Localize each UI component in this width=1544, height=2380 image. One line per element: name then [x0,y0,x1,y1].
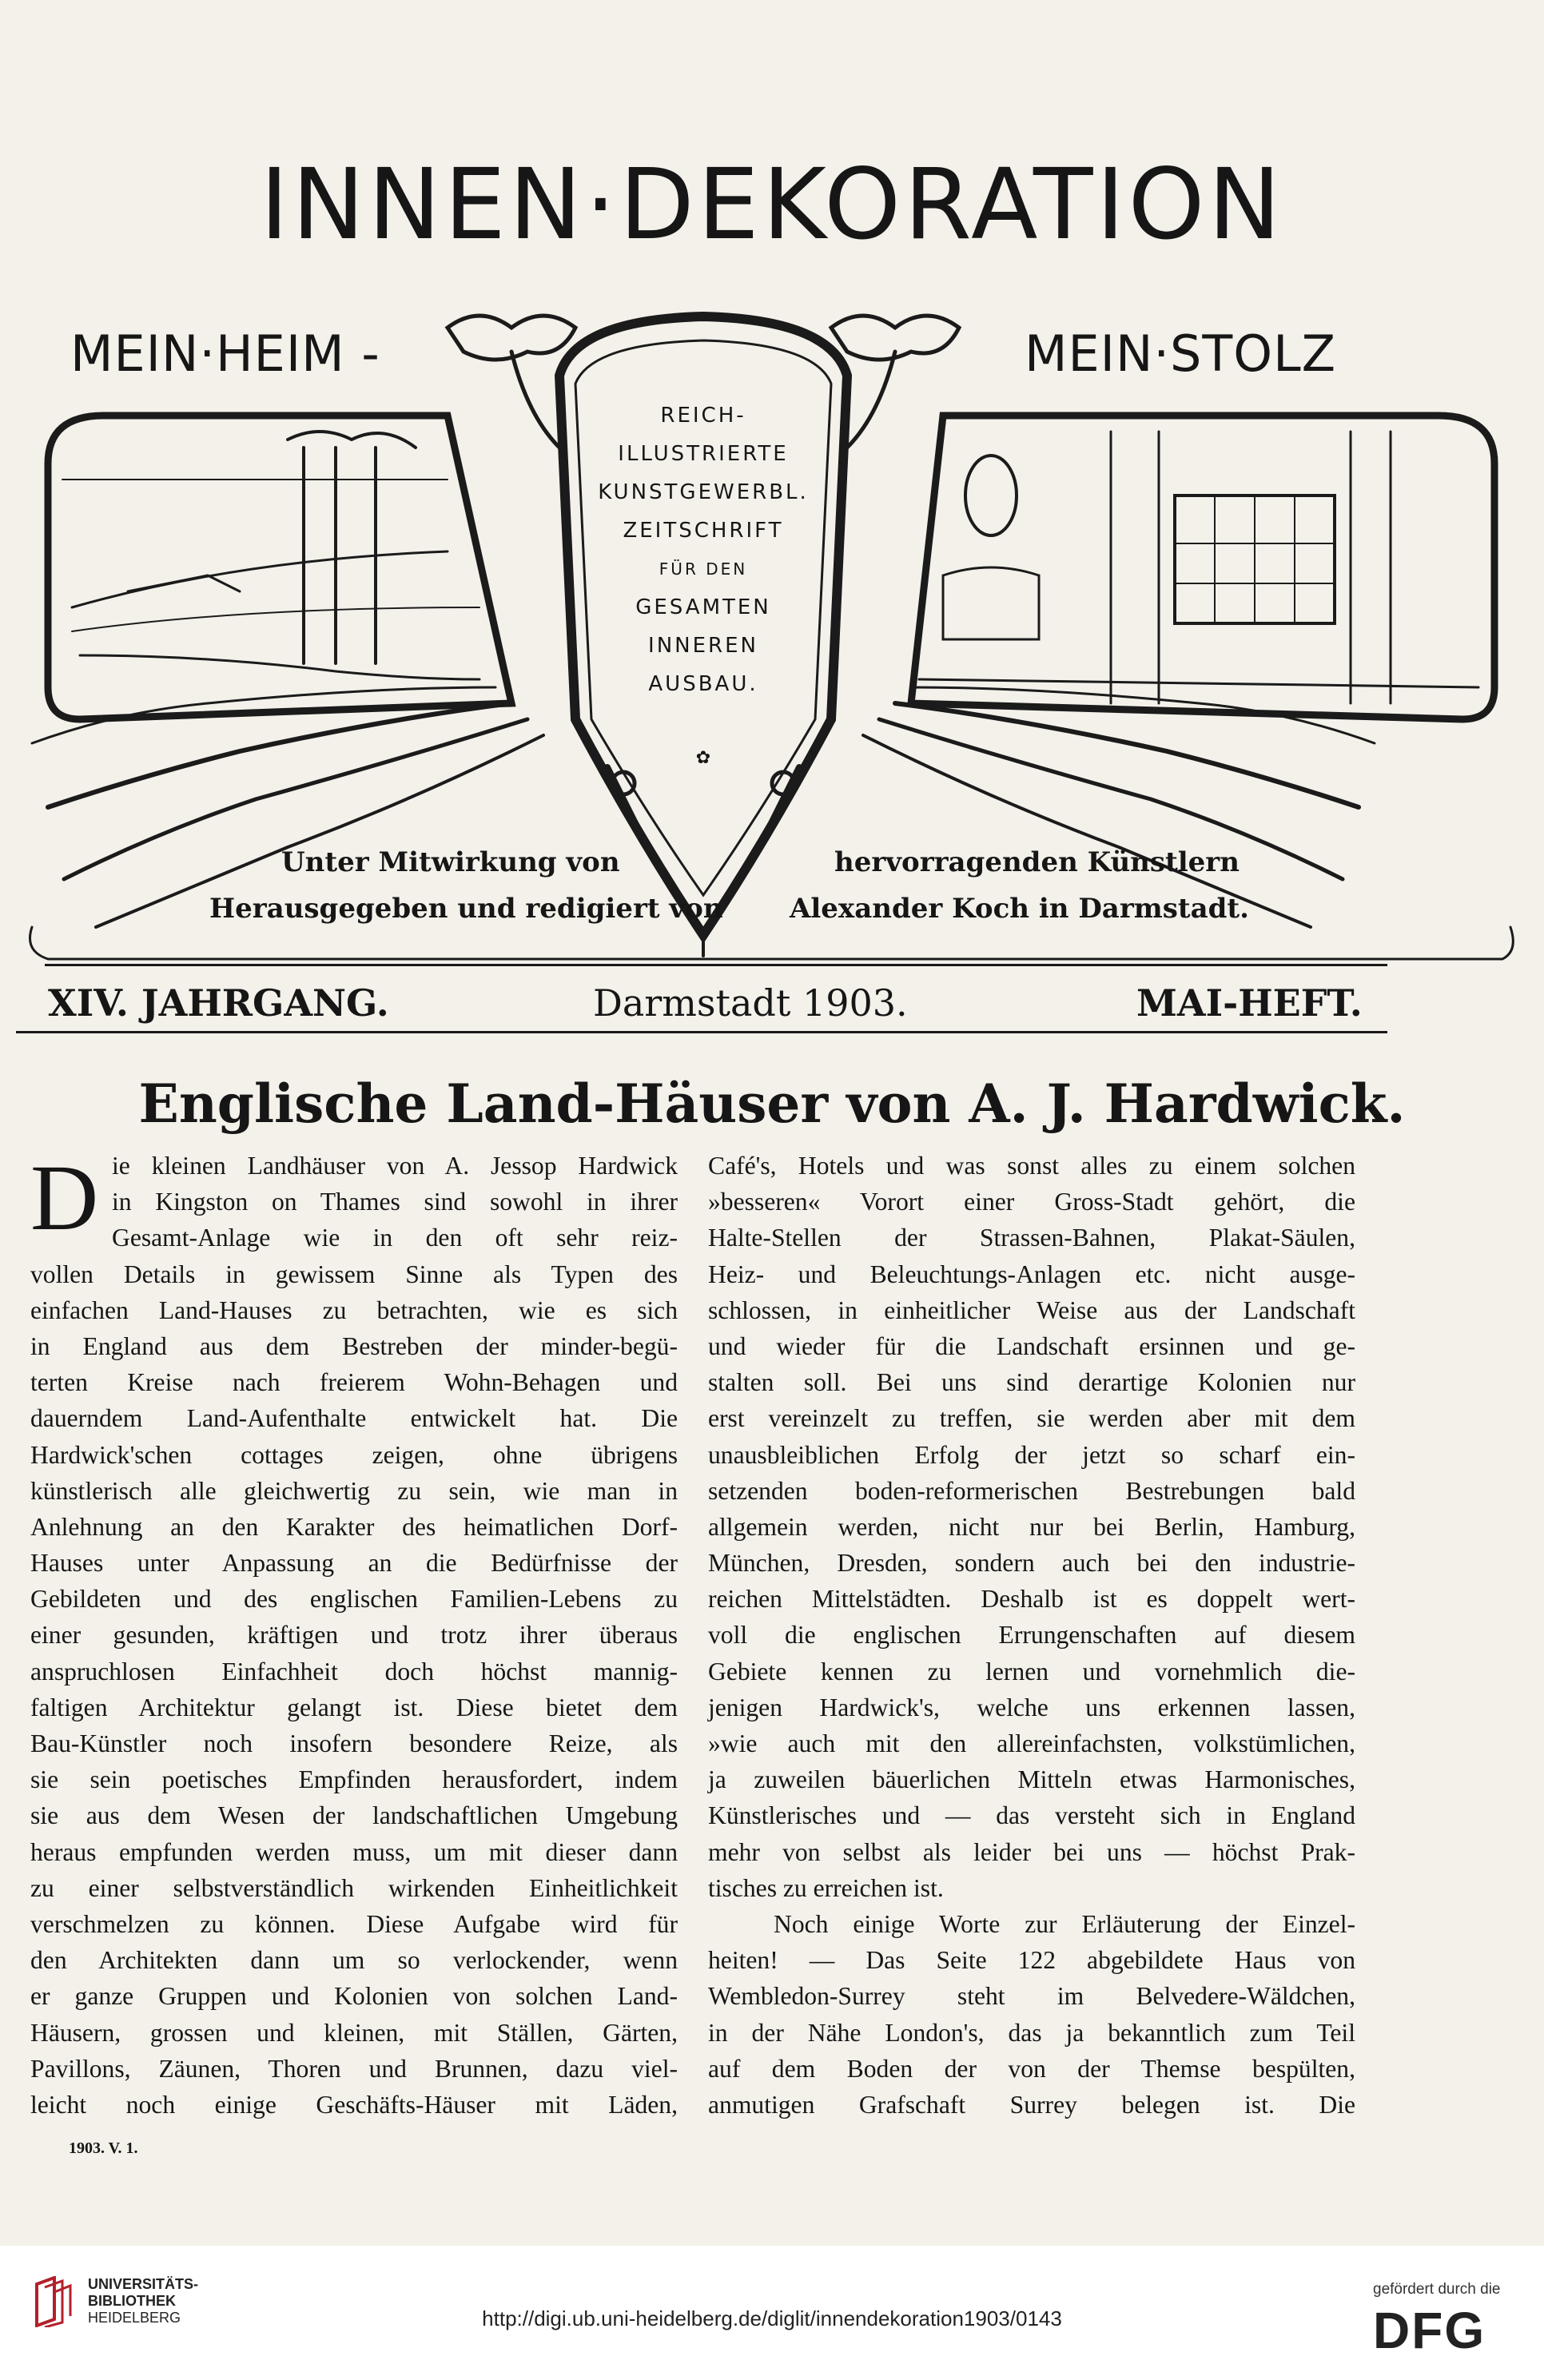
text-line: allgemein werden, nicht nur bei Berlin, Hamburg, [708,1512,1355,1541]
text-line: Bau-Künstler noch insofern besondere Reize, als [30,1729,678,1757]
issue-label: MAI-HEFT. [1136,981,1363,1025]
funding-label: gefördert durch die [1373,2281,1501,2298]
shield-line: KUNSTGEWERBL. [598,480,809,504]
left-panel-frame [48,416,511,719]
text-line: Heiz- und Beleuchtungs-Anlagen etc. nicht ausge- [708,1260,1355,1288]
masthead-rule-bottom [16,1031,1387,1033]
text-line: erst vereinzelt zu treffen, sie werden aber mit dem [708,1404,1355,1433]
university-line: HEIDELBERG [88,2310,181,2326]
text-line: Hauses unter Anpassung an die Bedürfnisse der [30,1549,678,1578]
text-line: in Kingston on Thames sind sowohl in ihrer [112,1188,678,1216]
text-line: Café's, Hotels und was sonst alles zu einem solchen [708,1152,1355,1180]
text-line: auf dem Boden der von der Themse bespülten, [708,2054,1355,2083]
shield-line: ILLUSTRIERTE [618,442,789,466]
shield-line: FÜR DEN [659,559,748,579]
text-line: reichen Mittelstädten. Deshalb ist es doppelt wert- [708,1585,1355,1614]
text-line: den Architekten dann um so verlockender, wenn [30,1946,678,1975]
university-line: UNIVERSITÄTS- [88,2276,199,2292]
text-line: Wembledon-Surrey steht im Belvedere-Wäldchen, [708,1982,1355,2011]
text-line: ie kleinen Landhäuser von A. Jessop Hardwick [112,1152,678,1180]
credit-right-1: hervorragenden Künstlern [834,846,1240,878]
text-line: terten Kreise nach freierem Wohn-Behagen und [30,1368,678,1397]
text-line: unausbleiblichen Erfolg der jetzt so scharf ein- [708,1440,1355,1469]
credit-left-1: Unter Mitwirkung von [281,846,620,878]
text-line: stalten soll. Bei uns sind derartige Kolonien nur [708,1368,1355,1397]
motto-right: MEIN·STOLZ [1025,324,1337,383]
shield-text [575,396,831,703]
text-line: Gesamt-Anlage wie in den oft sehr reiz- [112,1224,678,1252]
text-line: künstlerisch alle gleichwertig zu sein, wie man in [30,1476,678,1505]
text-line: setzenden boden-reformerischen Bestrebungen bald [708,1476,1355,1505]
text-line: schlossen, in einheitlicher Weise aus der Landschaft [708,1295,1355,1324]
shield-line: ZEITSCHRIFT [623,519,784,543]
source-url-link[interactable]: http://digi.ub.uni-heidelberg.de/diglit/innendekoration1903/0143 [482,2306,1062,2330]
dfg-logo: DFG [1373,2302,1486,2359]
text-line: einfachen Land-Hauses zu betrachten, wie es sich [30,1295,678,1324]
text-line: Noch einige Worte zur Erläuterung der Einzel- [774,1909,1355,1938]
motto-left: MEIN·HEIM - [70,324,380,383]
university-line: BIBLIOTHEK [88,2293,176,2309]
text-line: sie aus dem Wesen der landschaftlichen Umgebung [30,1801,678,1830]
text-line: Halte-Stellen der Strassen-Bahnen, Plakat-Säulen, [708,1224,1355,1252]
text-line: anspruchlosen Einfachheit doch höchst mannig- [30,1657,678,1686]
shield-line: AUSBAU. [648,672,758,696]
credit-right-2: Alexander Koch in Darmstadt. [790,893,1249,925]
article-heading: Englische Land-Häuser von A. J. Hardwick. [138,1073,1406,1135]
text-line: verschmelzen zu können. Diese Aufgabe wird für [30,1909,678,1938]
text-line: er ganze Gruppen und Kolonien von solchen Land- [30,1982,678,2011]
text-line: Pavillons, Zäunen, Thoren und Brunnen, dazu viel- [30,2054,678,2083]
text-line: voll die englischen Errungenschaften auf diesem [708,1621,1355,1650]
text-line: sie sein poetisches Empfinden herausfordert, indem [30,1765,678,1794]
text-line: heiten! — Das Seite 122 abgebildete Haus von [708,1946,1355,1975]
credit-left-2: Herausgegeben und redigiert von [209,893,723,925]
right-column [708,1148,1355,2123]
shield-line: GESAMTEN [635,595,771,619]
text-line: zu einer selbstverständlich wirkenden Einheitlichkeit [30,1873,678,1902]
text-line: vollen Details in gewissem Sinne als Typen des [30,1260,678,1288]
text-line: leicht noch einige Geschäfts-Häuser mit Läden, [30,2090,678,2119]
text-line: einer gesunden, kräftigen und trotz ihrer überaus [30,1621,678,1650]
text-line: München, Dresden, sondern auch bei den industrie- [708,1549,1355,1578]
text-line: ja zuweilen bäuerlichen Mitteln etwas Harmonisches, [708,1765,1355,1794]
text-line: Gebiete kennen zu lernen und vornehmlich die- [708,1657,1355,1686]
text-line: heraus empfunden werden muss, um mit dieser dann [30,1837,678,1866]
text-line: mehr von selbst als leider bei uns — höchst Prak- [708,1837,1355,1866]
left-column [30,1145,678,2123]
volume-label: XIV. JAHRGANG. [48,981,389,1025]
text-line: Gebildeten und des englischen Familien-Lebens zu [30,1585,678,1614]
text-line: Künstlerisches und — das versteht sich in England [708,1801,1355,1830]
text-line: anmutigen Grafschaft Surrey belegen ist. Die [708,2090,1355,2119]
text-line: Anlehnung an den Karakter des heimatlichen Dorf- [30,1512,678,1541]
text-line: in der Nähe London's, das ja bekanntlich zum Teil [708,2018,1355,2047]
shield-line: INNEREN [648,634,758,658]
text-line: tisches zu erreichen ist. [708,1873,944,1902]
text-line: Hardwick'schen cottages zeigen, ohne übrigens [30,1440,678,1469]
text-line: Häusern, grossen und kleinen, mit Ställen, Gärten, [30,2018,678,2047]
magazine-title: INNEN·DEKORATION [260,148,1284,261]
shield-line: REICH- [660,404,746,428]
signature-mark: 1903. V. 1. [69,2139,138,2157]
text-line: und wieder für die Landschaft ersinnen und ge- [708,1331,1355,1360]
text-line: jenigen Hardwick's, welche uns erkennen lassen, [708,1693,1355,1721]
ornament-icon: ✿ [695,748,711,768]
text-line: »besseren« Vorort einer Gross-Stadt gehört, die [708,1188,1355,1216]
place-year: Darmstadt 1903. [593,981,908,1025]
text-line: in England aus dem Bestreben der minder-begü- [30,1331,678,1360]
drop-cap: D [30,1145,99,1250]
text-line: faltigen Architektur gelangt ist. Diese bietet dem [30,1693,678,1721]
text-line: dauerndem Land-Aufenthalte entwickelt hat. Die [30,1404,678,1433]
text-line: »wie auch mit den allereinfachsten, volkstümlichen, [708,1729,1355,1757]
masthead-rule-top [45,964,1387,966]
